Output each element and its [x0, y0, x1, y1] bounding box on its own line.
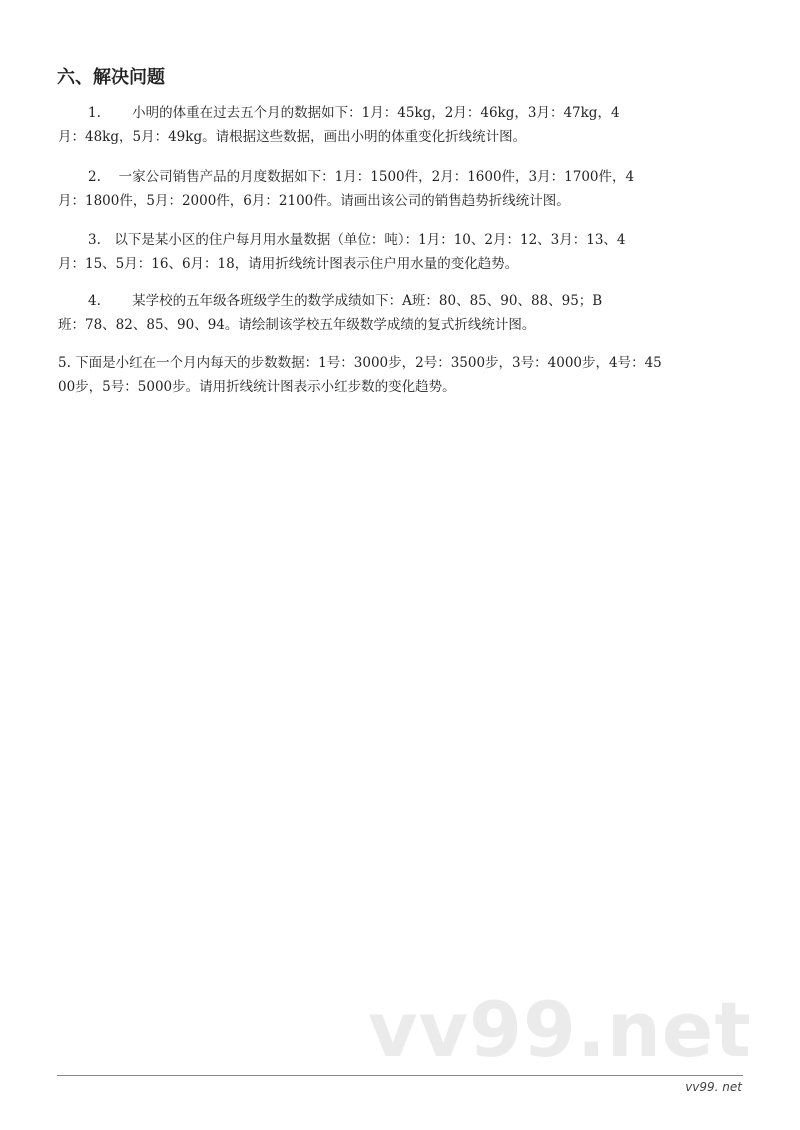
problem-4	[58, 289, 744, 337]
problem-2	[58, 165, 744, 213]
problem-line: 月：15、5月：16、6月：18，请用折线统计图表示住户用水量的变化趋势。	[58, 256, 519, 272]
problem-line: 2. 一家公司销售产品的月度数据如下：1月：1500件，2月：1600件，3月：1700件，4	[88, 169, 635, 185]
problem-line: 1. 小明的体重在过去五个月的数据如下：1月：45kg，2月：46kg，3月：47kg，4	[88, 105, 620, 121]
problem-line: 5. 下面是小红在一个月内每天的步数数据：1号：3000步，2号：3500步，3号：4000步，4号：45	[58, 355, 662, 371]
footer-divider	[57, 1075, 743, 1076]
problem-line: 3. 以下是某小区的住户每月用水量数据（单位：吨）：1月：10、2月：12、3月：13、4	[88, 232, 626, 248]
watermark: vv99.net	[368, 985, 752, 1074]
problem-3	[58, 228, 744, 276]
problem-line: 月：1800件，5月：2000件，6月：2100件。请画出该公司的销售趋势折线统计图。	[58, 193, 570, 209]
problem-line: 00步，5号：5000步。请用折线统计图表示小红步数的变化趋势。	[58, 379, 456, 395]
problem-line: 4. 某学校的五年级各班级学生的数学成绩如下：A班：80、85、90、88、95；B	[88, 293, 603, 309]
problem-line: 班：78、82、85、90、94。请绘制该学校五年级数学成绩的复式折线统计图。	[58, 317, 536, 333]
problem-1	[58, 101, 744, 149]
footer-text: vv99. net	[685, 1080, 742, 1094]
problem-5	[58, 351, 744, 399]
problem-line: 月：48kg，5月：49kg。请根据这些数据，画出小明的体重变化折线统计图。	[58, 129, 527, 145]
section-heading: 六、解决问题	[57, 67, 165, 88]
